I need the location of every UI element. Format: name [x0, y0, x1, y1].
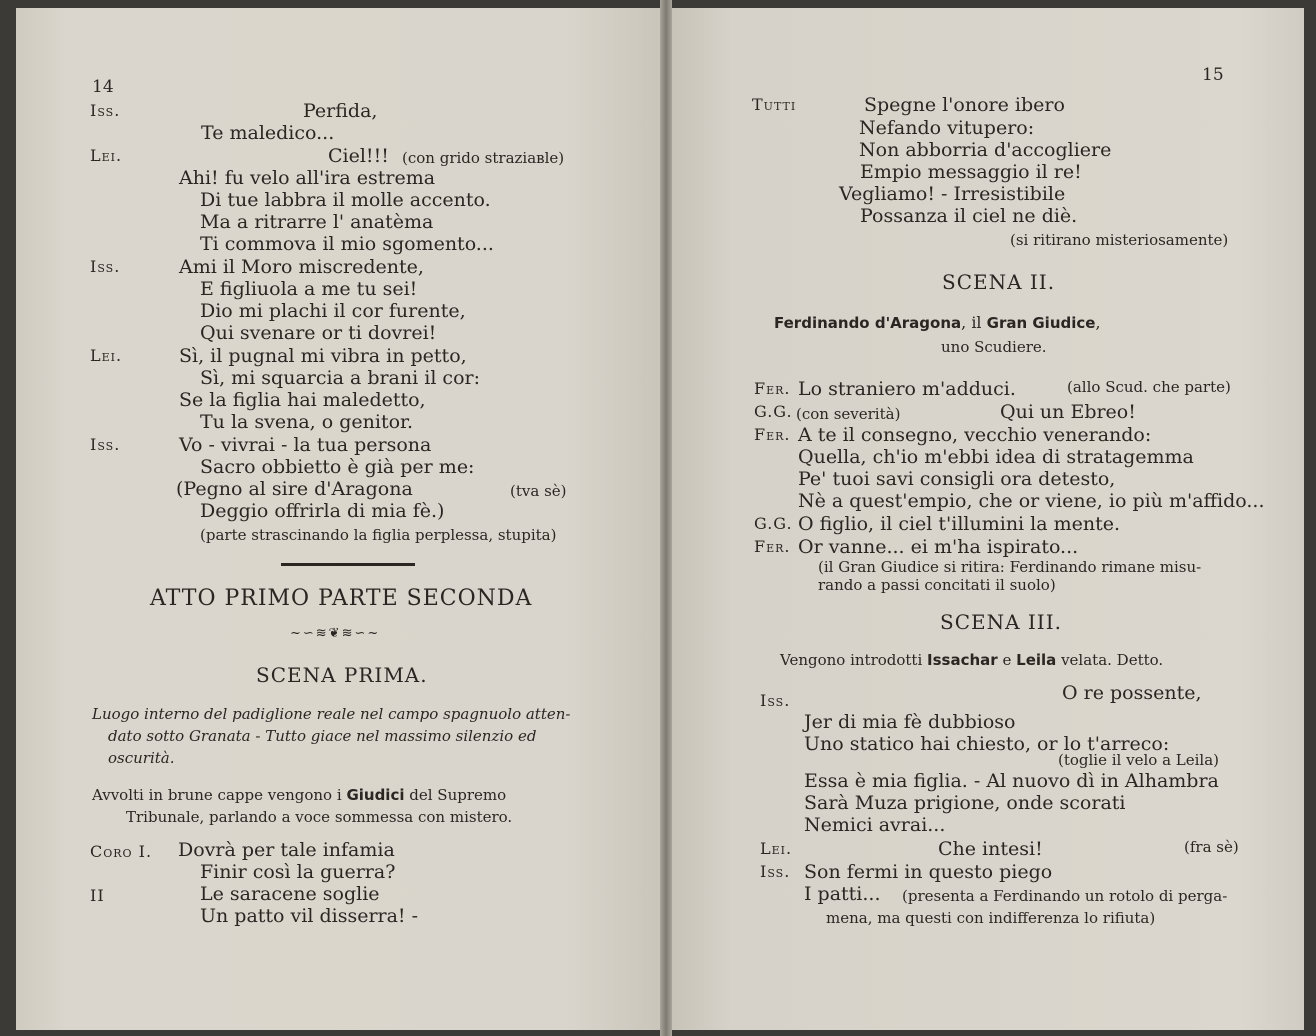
verse: Sì, mi squarcia a brani il cor: — [200, 367, 480, 389]
ornament-icon: ~∽≋❦≋∽~ — [290, 626, 381, 641]
stage-direction: (si ritirano misteriosamente) — [1010, 231, 1229, 249]
stage-direction: (presenta a Ferdinando un rotolo di perga- — [902, 887, 1228, 905]
speaker: Fer. — [754, 379, 791, 398]
verse: Sì, il pugnal mi vibra in petto, — [179, 345, 467, 367]
character-name: Issachar — [927, 651, 998, 669]
stage-direction: (con severità) — [796, 405, 901, 423]
speaker: Iss. — [760, 862, 791, 881]
setting-text: Luogo interno del padiglione reale nel campo spagnuolo atten- — [92, 705, 571, 723]
verse: Di tue labbra il molle accento. — [200, 189, 491, 211]
book-gutter — [660, 0, 672, 1036]
speaker: Lei. — [90, 146, 123, 165]
characters-line — [774, 312, 1101, 334]
connector: Avvolti in brune cappe vengono i — [92, 786, 342, 804]
verse: Te maledico... — [201, 122, 335, 144]
speaker: G.G. — [754, 402, 793, 421]
character-name: Gran Giudice — [986, 314, 1096, 332]
stage-direction: (toglie il velo a Leila) — [1058, 751, 1220, 769]
verse: Tu la svena, o genitor. — [200, 411, 414, 433]
verse: Possanza il ciel ne diè. — [860, 205, 1078, 227]
connector: del Supremo — [409, 786, 507, 804]
stage-direction: (parte strascinando la figlia perplessa, stupita) — [200, 526, 557, 544]
verse: A te il consegno, vecchio venerando: — [798, 424, 1152, 446]
verse: Pe' tuoi savi consigli ora detesto, — [798, 468, 1116, 490]
stage-direction: (allo Scud. che parte) — [1067, 378, 1231, 396]
verse: Deggio offrirla di mia fè.) — [200, 500, 445, 522]
verse: Uno statico hai chiesto, or lo t'arreco: — [804, 733, 1170, 755]
speaker: II — [90, 886, 105, 905]
verse: Sacro obbietto è già per me: — [200, 456, 475, 478]
verse: Essa è mia figlia. - Al nuovo dì in Alhambra — [804, 770, 1219, 792]
connector: velata. Detto. — [1061, 651, 1164, 669]
connector: , — [1095, 313, 1101, 332]
setting-text: oscurità. — [108, 749, 175, 767]
speaker: G.G. — [754, 514, 793, 533]
verse: Che intesi! — [938, 838, 1043, 860]
scene-title: SCENA PRIMA. — [256, 663, 428, 687]
speaker: Iss. — [90, 101, 121, 120]
verse: Son fermi in questo piego — [804, 861, 1053, 883]
setting-text: dato sotto Granata - Tutto giace nel massimo silenzio ed — [108, 727, 537, 745]
connector: e — [1002, 651, 1012, 669]
speaker: Iss. — [760, 691, 791, 710]
character-name: Giudici — [346, 786, 405, 804]
verse: Ciel!!! — [328, 145, 389, 167]
verse: Ahi! fu velo all'ira estrema — [179, 167, 436, 189]
verse: Or vanne... ei m'ha ispirato... — [798, 536, 1079, 558]
verse: I patti... — [804, 883, 881, 905]
stage-direction: Tribunale, parlando a voce sommessa con mistero. — [126, 808, 513, 826]
speaker: Lei. — [90, 346, 123, 365]
speaker: Fer. — [754, 425, 791, 444]
verse: Ma a ritrarre l' anatèma — [200, 211, 434, 233]
verse: Sarà Muza prigione, onde scorati — [804, 792, 1126, 814]
verse: Nemici avrai... — [804, 814, 946, 836]
verse: Un patto vil disserra! - — [200, 905, 419, 927]
stage-direction: mena, ma questi con indifferenza lo rifiuta) — [826, 909, 1156, 927]
stage-direction: (il Gran Giudice si ritira: Ferdinando rimane misu- — [818, 558, 1202, 576]
page-number: 14 — [92, 77, 114, 97]
stage-direction: rando a passi concitati il suolo) — [818, 576, 1056, 594]
verse: Quella, ch'io m'ebbi idea di stratagemma — [798, 446, 1194, 468]
right-page — [668, 8, 1304, 1030]
verse: Qui svenare or ti dovrei! — [200, 322, 437, 344]
verse: Finir così la guerra? — [200, 861, 396, 883]
speaker: Tutti — [752, 95, 797, 114]
page-number: 15 — [1202, 65, 1224, 85]
verse: Non abborria d'accogliere — [859, 139, 1112, 161]
verse: Perfida, — [303, 100, 378, 122]
verse: Jer di mia fè dubbioso — [804, 711, 1016, 733]
verse: (Pegno al sire d'Aragona — [176, 478, 413, 500]
verse: O re possente, — [1062, 682, 1202, 704]
verse: Lo straniero m'adduci. — [798, 378, 1016, 400]
connector: , il — [961, 313, 982, 332]
characters-line — [780, 649, 1163, 671]
character-name: Ferdinando d'Aragona — [774, 314, 962, 332]
stage-direction: (con grido straziaвle) — [402, 149, 565, 167]
scene-title: SCENA III. — [940, 610, 1062, 634]
stage-direction: (fra sè) — [1184, 838, 1239, 856]
speaker: Iss. — [90, 435, 121, 454]
divider-rule — [281, 563, 415, 566]
verse: Ami il Moro miscredente, — [179, 256, 424, 278]
verse: Le saracene soglie — [200, 883, 380, 905]
connector: Vengono introdotti — [780, 651, 923, 669]
verse: Se la figlia hai maledetto, — [179, 389, 426, 411]
verse: Nè a quest'empio, che or viene, io più m'affido... — [798, 490, 1265, 512]
verse: O figlio, il ciel t'illumini la mente. — [798, 513, 1121, 535]
characters-line: uno Scudiere. — [941, 338, 1047, 356]
speaker: Lei. — [760, 839, 793, 858]
stage-direction: (tva sè) — [510, 482, 567, 500]
verse: Nefando vitupero: — [859, 117, 1035, 139]
speaker: Iss. — [90, 257, 121, 276]
verse: Qui un Ebreo! — [1000, 401, 1136, 423]
speaker: Coro I. — [90, 842, 153, 861]
stage-direction — [92, 784, 506, 806]
verse: Dovrà per tale infamia — [178, 839, 395, 861]
scene-title: SCENA II. — [942, 270, 1056, 294]
verse: Ti commova il mio sgomento... — [200, 233, 494, 255]
verse: Vegliamo! - Irresistibile — [839, 183, 1066, 205]
character-name: Leila — [1016, 651, 1057, 669]
verse: Dio mi plachi il cor furente, — [200, 300, 466, 322]
verse: Spegne l'onore ibero — [864, 94, 1065, 116]
speaker: Fer. — [754, 537, 791, 556]
act-title: ATTO PRIMO PARTE SECONDA — [150, 586, 533, 611]
verse: Empio messaggio il re! — [860, 161, 1082, 183]
verse: E figliuola a me tu sei! — [200, 278, 418, 300]
verse: Vo - vivrai - la tua persona — [179, 434, 432, 456]
